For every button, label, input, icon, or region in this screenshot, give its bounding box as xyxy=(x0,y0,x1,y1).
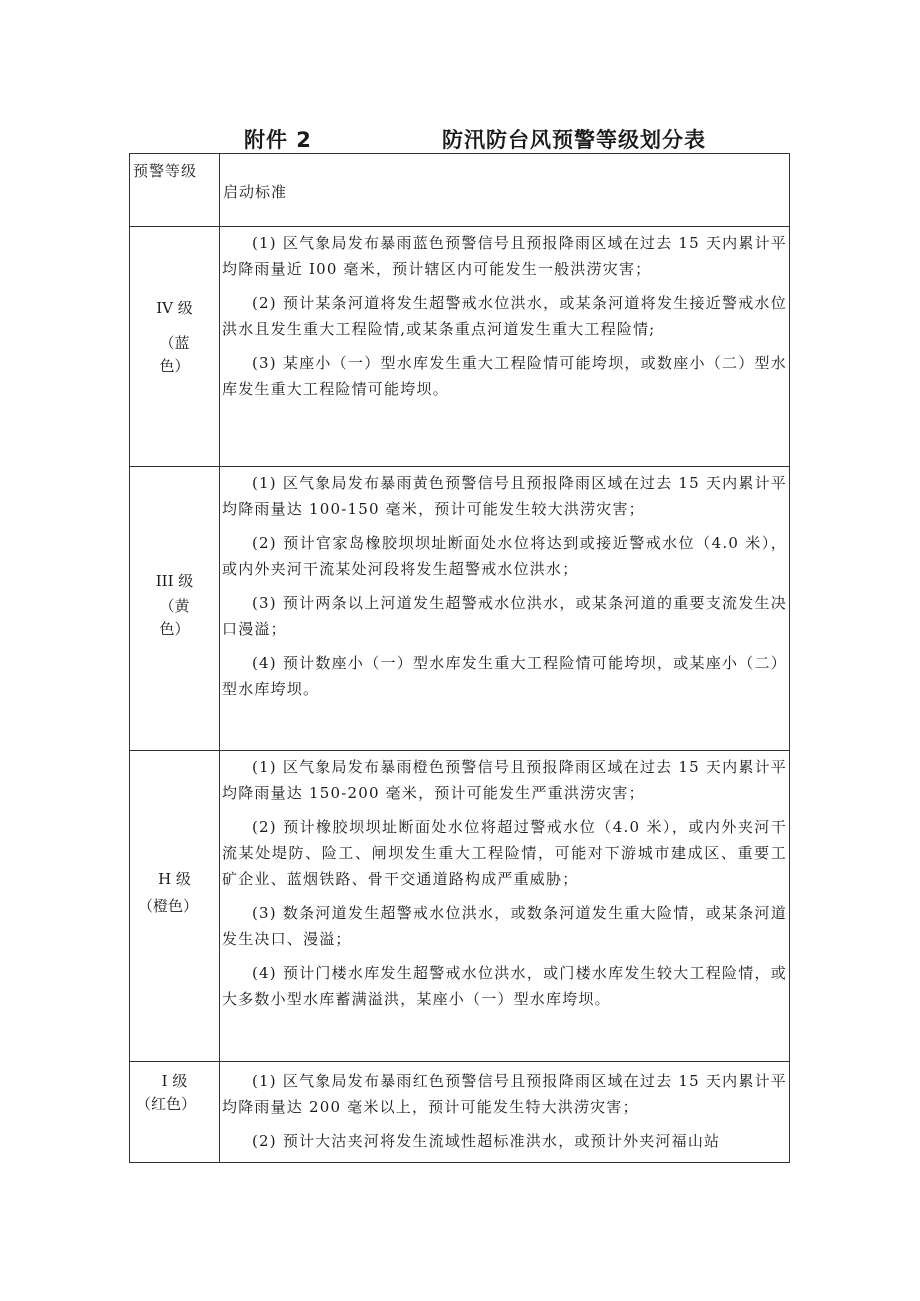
table-row-level-2 xyxy=(130,751,790,1062)
level-color: （橙色） xyxy=(138,897,199,915)
level-label-group xyxy=(130,751,219,918)
criteria-item: (3) 某座小（一）型水库发生重大工程险情可能垮坝，或数座小（二）型水库发生重大工程险情可能垮坝。 xyxy=(222,354,787,398)
level-name: IV 级 xyxy=(156,299,193,317)
criteria-item: (4) 预计门楼水库发生超警戒水位洪水，或门楼水库发生较大工程险情，或大多数小型水库蓄满溢洪，某座小（一）型水库垮坝。 xyxy=(222,964,787,1008)
attachment-label: 附件 2 xyxy=(244,128,312,152)
document-title: 防汛防台风预警等级划分表 xyxy=(442,128,706,152)
table-row-level-3 xyxy=(130,467,790,751)
criteria-item: (3) 数条河道发生超警戒水位洪水，或数条河道发生重大险情，或某条河道发生决口、漫溢； xyxy=(222,904,787,948)
criteria-item: (1) 区气象局发布暴雨黄色预警信号且预报降雨区域在过去 15 天内累计平均降雨量达 100-150 毫米，预计可能发生较大洪涝灾害； xyxy=(222,474,787,518)
criteria-item: (2) 预计橡胶坝坝址断面处水位将超过警戒水位（4.0 米），或内外夹河干流某处堤防、险工、闸坝发生重大工程险情，可能对下游城市建成区、重要工矿企业、蓝烟铁路、骨干交通道路构成严重威胁； xyxy=(222,818,787,888)
level-color: （蓝色） xyxy=(159,334,190,375)
level-color: （黄色） xyxy=(159,597,190,638)
standard-cell xyxy=(220,227,790,467)
warning-level-table xyxy=(129,153,790,1163)
level-name: H 级 xyxy=(158,870,191,888)
column-header-standard: 启动标准 xyxy=(223,183,288,201)
level-cell xyxy=(130,467,220,751)
level-label-group xyxy=(130,467,219,641)
criteria-item: (1) 区气象局发布暴雨蓝色预警信号且预报降雨区域在过去 15 天内累计平均降雨量近 I00 毫米，预计辖区内可能发生一般洪涝灾害； xyxy=(222,234,787,278)
criteria-item: (1) 区气象局发布暴雨红色预警信号且预报降雨区域在过去 15 天内累计平均降雨量达 200 毫米以上，预计可能发生特大洪涝灾害； xyxy=(222,1072,787,1116)
level-color: （红色） xyxy=(136,1095,197,1113)
level-name: I 级 xyxy=(161,1072,188,1090)
page-title xyxy=(0,124,920,156)
standard-cell xyxy=(220,467,790,751)
level-label-group xyxy=(130,1062,219,1116)
level-name: III 级 xyxy=(155,572,194,590)
table-row-level-4 xyxy=(130,227,790,467)
criteria-item: (4) 预计数座小（一）型水库发生重大工程险情可能垮坝，或某座小（二）型水库垮坝。 xyxy=(222,654,787,698)
table-header-row xyxy=(130,154,790,227)
header-level-cell xyxy=(130,154,220,227)
criteria-item: (1) 区气象局发布暴雨橙色预警信号且预报降雨区域在过去 15 天内累计平均降雨量达 150-200 毫米，预计可能发生严重洪涝灾害； xyxy=(222,758,787,802)
level-cell xyxy=(130,227,220,467)
criteria-item: (2) 预计大沽夹河将发生流域性超标准洪水，或预计外夹河福山站 xyxy=(252,1132,721,1150)
column-header-level: 预警等级 xyxy=(133,162,198,180)
level-cell xyxy=(130,1062,220,1163)
criteria-item: (2) 预计某条河道将发生超警戒水位洪水，或某条河道将发生接近警戒水位洪水且发生重大工程险情,或某条重点河道发生重大工程险情; xyxy=(222,294,787,338)
criteria-item: (3) 预计两条以上河道发生超警戒水位洪水，或某条河道的重要支流发生决口漫溢； xyxy=(222,594,787,638)
level-label-group xyxy=(130,227,219,378)
standard-cell xyxy=(220,1062,790,1163)
level-cell xyxy=(130,751,220,1062)
table-row-level-1 xyxy=(130,1062,790,1163)
standard-cell xyxy=(220,751,790,1062)
criteria-item: (2) 预计官家岛橡胶坝坝址断面处水位将达到或接近警戒水位（4.0 米），或内外夹河干流某处河段将发生超警戒水位洪水； xyxy=(222,534,787,578)
header-standard-cell xyxy=(220,154,790,227)
